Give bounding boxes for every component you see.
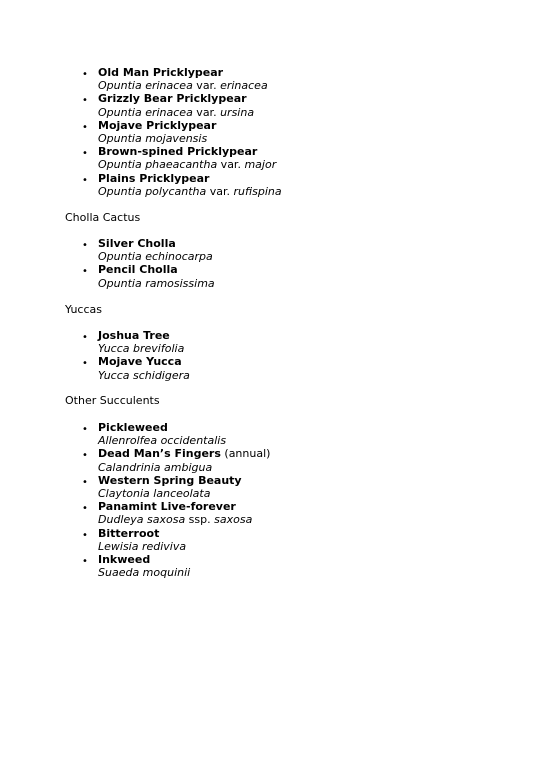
common-name bbox=[98, 66, 543, 79]
list-item bbox=[0, 553, 543, 579]
list-item bbox=[0, 263, 543, 289]
list-item bbox=[0, 500, 543, 526]
bullet-icon: • bbox=[82, 529, 88, 541]
bullet-icon: • bbox=[82, 69, 88, 80]
common-name-text: Silver Cholla bbox=[98, 237, 176, 250]
scientific-name bbox=[98, 369, 543, 382]
common-name bbox=[98, 237, 543, 250]
scientific-name bbox=[98, 79, 543, 92]
common-name-text: Mojave Pricklypear bbox=[98, 118, 217, 132]
scientific-name-rank: var. bbox=[206, 184, 234, 198]
common-name bbox=[98, 263, 543, 276]
scientific-name-italic: Claytonia lanceolata bbox=[98, 487, 211, 501]
list-item bbox=[0, 172, 543, 198]
scientific-name bbox=[98, 132, 543, 145]
common-name-text: Inkweed bbox=[98, 553, 151, 567]
common-name bbox=[98, 172, 543, 185]
bullet-icon: • bbox=[82, 174, 88, 186]
list-item bbox=[0, 237, 543, 263]
bullet-icon: • bbox=[82, 556, 88, 568]
scientific-name bbox=[98, 185, 543, 198]
scientific-name bbox=[98, 487, 543, 500]
bullet-icon: • bbox=[82, 450, 88, 462]
list-item bbox=[0, 447, 543, 473]
scientific-name-italic: major bbox=[244, 158, 277, 172]
cholla-list bbox=[0, 237, 543, 290]
common-name bbox=[98, 447, 543, 460]
scientific-name-italic: Suaeda moquinii bbox=[98, 566, 191, 580]
section-heading-cholla: Cholla Cactus bbox=[65, 211, 141, 224]
scientific-name bbox=[98, 250, 543, 263]
bullet-icon: • bbox=[82, 358, 88, 370]
common-name bbox=[98, 553, 543, 566]
common-name bbox=[98, 329, 543, 342]
list-item bbox=[0, 421, 543, 447]
scientific-name-italic: Opuntia phaeacantha bbox=[98, 158, 218, 172]
scientific-name-italic: Dudleya saxosa bbox=[98, 513, 186, 527]
common-name-note: (annual) bbox=[220, 447, 271, 461]
scientific-name-italic: Opuntia echinocarpa bbox=[98, 250, 213, 264]
common-name bbox=[98, 421, 543, 434]
bullet-icon: • bbox=[82, 95, 88, 107]
common-name bbox=[98, 355, 543, 368]
common-name bbox=[98, 527, 543, 540]
bullet-icon: • bbox=[82, 332, 88, 343]
scientific-name bbox=[98, 342, 543, 355]
common-name-text: Mojave Yucca bbox=[98, 355, 182, 369]
common-name-text: Pickleweed bbox=[98, 421, 168, 434]
list-item bbox=[0, 66, 543, 92]
bullet-icon: • bbox=[82, 240, 88, 251]
list-item bbox=[0, 355, 543, 381]
scientific-name-italic: Opuntia polycantha bbox=[98, 184, 207, 198]
scientific-name bbox=[98, 106, 543, 119]
scientific-name-italic: rufispina bbox=[233, 184, 282, 198]
scientific-name bbox=[98, 513, 543, 526]
scientific-name-italic: saxosa bbox=[214, 513, 253, 527]
scientific-name bbox=[98, 158, 543, 171]
scientific-name-rank: var. bbox=[192, 79, 221, 93]
list-item bbox=[0, 474, 543, 500]
section-heading-other-succulents: Other Succulents bbox=[65, 394, 160, 407]
scientific-name-italic: Opuntia erinacea bbox=[98, 105, 193, 119]
common-name bbox=[98, 119, 543, 132]
common-name bbox=[98, 474, 543, 487]
scientific-name-italic: Opuntia mojavensis bbox=[98, 132, 208, 146]
scientific-name bbox=[98, 566, 543, 579]
scientific-name-italic: Allenrolfea occidentalis bbox=[98, 434, 227, 448]
common-name-text: Grizzly Bear Pricklypear bbox=[98, 92, 247, 106]
common-name-text: Dead Man’s Fingers bbox=[98, 447, 221, 461]
bullet-icon: • bbox=[82, 121, 88, 133]
scientific-name-italic: ursina bbox=[220, 105, 255, 119]
other-succulents-list bbox=[0, 421, 543, 579]
common-name-text: Brown-spined Pricklypear bbox=[98, 145, 258, 159]
scientific-name bbox=[98, 461, 543, 474]
common-name-text: Western Spring Beauty bbox=[98, 473, 242, 487]
section-heading-yuccas: Yuccas bbox=[65, 303, 102, 316]
common-name-text: Pencil Cholla bbox=[98, 263, 178, 277]
scientific-name-italic: Opuntia ramosissima bbox=[98, 276, 215, 290]
scientific-name-rank: ssp. bbox=[185, 513, 215, 527]
scientific-name-rank: var. bbox=[192, 105, 221, 119]
pricklypear-list bbox=[0, 66, 543, 198]
common-name-text: Plains Pricklypear bbox=[98, 171, 210, 185]
list-item bbox=[0, 119, 543, 145]
yucca-list bbox=[0, 329, 543, 382]
scientific-name-italic: Lewisia rediviva bbox=[98, 539, 187, 553]
bullet-icon: • bbox=[82, 424, 88, 435]
common-name-text: Panamint Live-forever bbox=[98, 500, 236, 514]
list-item bbox=[0, 92, 543, 118]
scientific-name-italic: Calandrinia ambigua bbox=[98, 460, 213, 474]
bullet-icon: • bbox=[82, 148, 88, 160]
common-name-text: Old Man Pricklypear bbox=[98, 66, 224, 79]
common-name-text: Joshua Tree bbox=[98, 329, 170, 342]
common-name bbox=[98, 145, 543, 158]
scientific-name bbox=[98, 540, 543, 553]
scientific-name bbox=[98, 277, 543, 290]
list-item bbox=[0, 527, 543, 553]
scientific-name-italic: Yucca schidigera bbox=[98, 368, 190, 382]
list-item bbox=[0, 329, 543, 355]
bullet-icon: • bbox=[82, 266, 88, 278]
bullet-icon: • bbox=[82, 503, 88, 515]
common-name bbox=[98, 92, 543, 105]
scientific-name-rank: var. bbox=[217, 158, 245, 172]
common-name-text: Bitterroot bbox=[98, 526, 160, 540]
scientific-name bbox=[98, 434, 543, 447]
list-item bbox=[0, 145, 543, 171]
scientific-name-italic: Yucca brevifolia bbox=[98, 342, 185, 356]
common-name bbox=[98, 500, 543, 513]
bullet-icon: • bbox=[82, 476, 88, 488]
scientific-name-italic: Opuntia erinacea bbox=[98, 79, 193, 93]
scientific-name-italic: erinacea bbox=[220, 79, 268, 93]
